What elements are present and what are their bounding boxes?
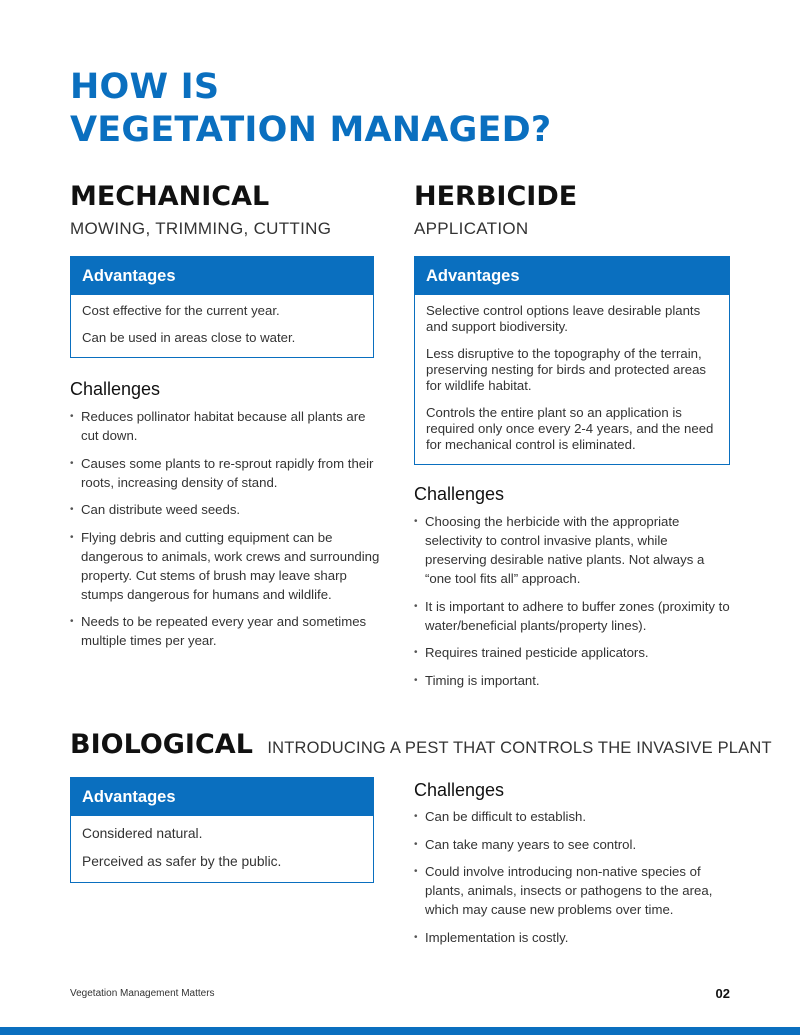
biological-challenges-section <box>414 779 730 955</box>
biological-advantages-section <box>70 777 386 883</box>
advantage-item: Can be used in areas close to water. <box>82 330 296 345</box>
challenge-item: • Timing is important. <box>414 671 730 690</box>
advantage-item: Perceived as safer by the public. <box>82 854 282 869</box>
biological-challenges-heading: Challenges <box>414 780 505 800</box>
mechanical-challenges-heading: Challenges <box>70 379 161 399</box>
herbicide-challenges-heading: Challenges <box>414 484 505 504</box>
biological-heading-row <box>70 728 772 762</box>
challenge-item: • Can distribute weed seeds. <box>70 500 386 519</box>
footer-text: Vegetation Management Matters <box>70 988 215 999</box>
advantage-item: Selective control options leave desirable plants and support biodiversity. <box>426 303 701 334</box>
challenge-item: • Reduces pollinator habitat because all plants are cut down. <box>70 407 386 445</box>
herbicide-section <box>414 180 730 698</box>
page-title-line-2: VEGETATION MANAGED? <box>70 110 552 150</box>
mechanical-advantages-list <box>71 295 373 357</box>
page-title-line-1: HOW IS <box>70 67 220 107</box>
biological-challenges-list <box>414 807 730 947</box>
challenge-item: • Causes some plants to re-sprout rapidly from their roots, increasing density of stand. <box>70 454 386 492</box>
mechanical-heading: MECHANICAL <box>70 181 270 212</box>
advantage-item: Less disruptive to the topography of the terrain, preserving nesting for birds and protected areas for wildlife habitat. <box>426 346 707 393</box>
mechanical-advantages-header: Advantages <box>71 257 373 295</box>
herbicide-advantages-list <box>415 295 729 464</box>
biological-advantages-list <box>71 816 373 882</box>
challenge-item: • Choosing the herbicide with the appropriate selectivity to control invasive plants, while preserving desirable native plants. Not always a “one tool fits all” approach. <box>414 512 730 588</box>
herbicide-heading: HERBICIDE <box>414 181 578 212</box>
challenge-item: • Needs to be repeated every year and sometimes multiple times per year. <box>70 612 386 650</box>
herbicide-subheading: APPLICATION <box>414 219 529 238</box>
biological-advantages-box <box>70 777 374 883</box>
advantage-item: Considered natural. <box>82 826 203 841</box>
challenge-item: • Flying debris and cutting equipment can be dangerous to animals, work crews and surrounding property. Cut stems of brush may leave sharp stumps dangerous for humans and wildlife. <box>70 528 386 604</box>
mechanical-challenges-list <box>70 407 386 650</box>
biological-heading: BIOLOGICAL <box>70 729 253 760</box>
challenge-item: • It is important to adhere to buffer zones (proximity to water/beneficial plants/property lines). <box>414 597 730 635</box>
mechanical-subheading: MOWING, TRIMMING, CUTTING <box>70 219 332 238</box>
biological-subheading: INTRODUCING A PEST THAT CONTROLS THE INVASIVE PLANT <box>267 739 772 757</box>
biological-advantages-header: Advantages <box>71 778 373 816</box>
advantage-item: Cost effective for the current year. <box>82 303 280 318</box>
herbicide-advantages-header: Advantages <box>415 257 729 295</box>
page-number: 02 <box>715 986 730 1001</box>
page-title <box>70 66 551 152</box>
challenge-item: • Can be difficult to establish. <box>414 807 730 826</box>
herbicide-advantages-box <box>414 256 730 465</box>
bottom-accent-bar <box>0 1027 800 1035</box>
challenge-item: • Implementation is costly. <box>414 928 730 947</box>
mechanical-section <box>70 180 386 659</box>
challenge-item: • Can take many years to see control. <box>414 835 730 854</box>
challenge-item: • Could involve introducing non-native species of plants, animals, insects or pathogens to the area, which may cause new problems over time. <box>414 862 730 919</box>
mechanical-advantages-box <box>70 256 374 358</box>
herbicide-challenges-list <box>414 512 730 690</box>
advantage-item: Controls the entire plant so an application is required only once every 2-4 years, and the need for mechanical control is eliminated. <box>426 405 714 452</box>
challenge-item: • Requires trained pesticide applicators. <box>414 643 730 662</box>
